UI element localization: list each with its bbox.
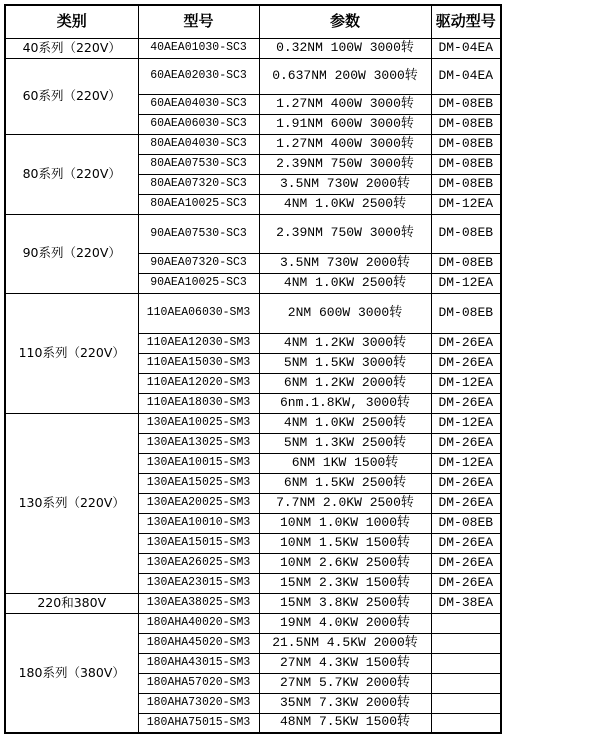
driver-cell: DM-26EA	[431, 573, 501, 593]
driver-cell	[431, 693, 501, 713]
header-category: 类别	[5, 5, 138, 38]
params-cell: 4NM 1.0KW 2500转	[259, 194, 431, 214]
header-row	[5, 5, 501, 38]
header-model: 型号	[138, 5, 259, 38]
params-cell: 4NM 1.2KW 3000转	[259, 333, 431, 353]
category-cell: 220和380V	[5, 593, 138, 613]
driver-cell: DM-08EB	[431, 513, 501, 533]
header-params: 参数	[259, 5, 431, 38]
model-cell: 180AHA73020-SM3	[138, 693, 259, 713]
table-row	[5, 593, 501, 613]
table-body	[5, 38, 501, 733]
model-cell: 110AEA18030-SM3	[138, 393, 259, 413]
driver-cell: DM-08EB	[431, 253, 501, 273]
model-cell: 110AEA12030-SM3	[138, 333, 259, 353]
params-cell: 48NM 7.5KW 1500转	[259, 713, 431, 733]
driver-cell: DM-26EA	[431, 533, 501, 553]
params-cell: 35NM 7.3KW 2000转	[259, 693, 431, 713]
model-cell: 130AEA13025-SM3	[138, 433, 259, 453]
params-cell: 15NM 3.8KW 2500转	[259, 593, 431, 613]
driver-cell: DM-38EA	[431, 593, 501, 613]
params-cell: 6NM 1.2KW 2000转	[259, 373, 431, 393]
params-cell: 6NM 1KW 1500转	[259, 453, 431, 473]
model-cell: 90AEA10025-SC3	[138, 273, 259, 293]
model-cell: 60AEA02030-SC3	[138, 58, 259, 94]
driver-cell	[431, 613, 501, 633]
model-cell: 60AEA04030-SC3	[138, 94, 259, 114]
model-cell: 180AHA57020-SM3	[138, 673, 259, 693]
params-cell: 2.39NM 750W 3000转	[259, 154, 431, 174]
params-cell: 5NM 1.3KW 2500转	[259, 433, 431, 453]
driver-cell: DM-26EA	[431, 393, 501, 413]
table-row	[5, 58, 501, 94]
spec-table	[4, 4, 502, 734]
params-cell: 27NM 4.3KW 1500转	[259, 653, 431, 673]
model-cell: 130AEA23015-SM3	[138, 573, 259, 593]
driver-cell: DM-04EA	[431, 58, 501, 94]
model-cell: 110AEA15030-SM3	[138, 353, 259, 373]
model-cell: 130AEA15025-SM3	[138, 473, 259, 493]
driver-cell: DM-08EB	[431, 293, 501, 333]
driver-cell: DM-08EB	[431, 94, 501, 114]
model-cell: 90AEA07530-SC3	[138, 214, 259, 253]
model-cell: 60AEA06030-SC3	[138, 114, 259, 134]
params-cell: 27NM 5.7KW 2000转	[259, 673, 431, 693]
driver-cell	[431, 673, 501, 693]
model-cell: 80AEA10025-SC3	[138, 194, 259, 214]
params-cell: 2NM 600W 3000转	[259, 293, 431, 333]
driver-cell: DM-26EA	[431, 333, 501, 353]
model-cell: 130AEA20025-SM3	[138, 493, 259, 513]
category-cell: 60系列（220V）	[5, 58, 138, 134]
params-cell: 4NM 1.0KW 2500转	[259, 273, 431, 293]
driver-cell	[431, 633, 501, 653]
params-cell: 7.7NM 2.0KW 2500转	[259, 493, 431, 513]
header-driver: 驱动型号	[431, 5, 501, 38]
params-cell: 1.27NM 400W 3000转	[259, 94, 431, 114]
model-cell: 80AEA04030-SC3	[138, 134, 259, 154]
table-row	[5, 134, 501, 154]
model-cell: 110AEA06030-SM3	[138, 293, 259, 333]
model-cell: 180AHA45020-SM3	[138, 633, 259, 653]
driver-cell: DM-26EA	[431, 473, 501, 493]
driver-cell: DM-26EA	[431, 353, 501, 373]
category-cell: 180系列（380V）	[5, 613, 138, 733]
model-cell: 180AHA75015-SM3	[138, 713, 259, 733]
params-cell: 2.39NM 750W 3000转	[259, 214, 431, 253]
model-cell: 180AHA40020-SM3	[138, 613, 259, 633]
table-row	[5, 38, 501, 58]
params-cell: 0.637NM 200W 3000转	[259, 58, 431, 94]
params-cell: 10NM 1.0KW 1000转	[259, 513, 431, 533]
driver-cell: DM-08EB	[431, 114, 501, 134]
params-cell: 5NM 1.5KW 3000转	[259, 353, 431, 373]
category-cell: 110系列（220V）	[5, 293, 138, 413]
params-cell: 4NM 1.0KW 2500转	[259, 413, 431, 433]
driver-cell: DM-12EA	[431, 273, 501, 293]
table-row	[5, 293, 501, 333]
params-cell: 19NM 4.0KW 2000转	[259, 613, 431, 633]
table-row	[5, 413, 501, 433]
category-cell: 80系列（220V）	[5, 134, 138, 214]
model-cell: 130AEA10025-SM3	[138, 413, 259, 433]
driver-cell	[431, 713, 501, 733]
model-cell: 130AEA10010-SM3	[138, 513, 259, 533]
model-cell: 130AEA15015-SM3	[138, 533, 259, 553]
params-cell: 3.5NM 730W 2000转	[259, 253, 431, 273]
driver-cell: DM-08EB	[431, 214, 501, 253]
table-header	[5, 5, 501, 38]
model-cell: 130AEA10015-SM3	[138, 453, 259, 473]
params-cell: 10NM 2.6KW 2500转	[259, 553, 431, 573]
model-cell: 80AEA07530-SC3	[138, 154, 259, 174]
driver-cell	[431, 653, 501, 673]
driver-cell: DM-26EA	[431, 493, 501, 513]
params-cell: 6nm.1.8KW, 3000转	[259, 393, 431, 413]
table-row	[5, 214, 501, 253]
model-cell: 90AEA07320-SC3	[138, 253, 259, 273]
spec-sheet	[4, 4, 502, 734]
params-cell: 15NM 2.3KW 1500转	[259, 573, 431, 593]
driver-cell: DM-12EA	[431, 453, 501, 473]
driver-cell: DM-08EB	[431, 174, 501, 194]
params-cell: 1.91NM 600W 3000转	[259, 114, 431, 134]
model-cell: 180AHA43015-SM3	[138, 653, 259, 673]
model-cell: 80AEA07320-SC3	[138, 174, 259, 194]
table-row	[5, 613, 501, 633]
params-cell: 3.5NM 730W 2000转	[259, 174, 431, 194]
params-cell: 6NM 1.5KW 2500转	[259, 473, 431, 493]
params-cell: 0.32NM 100W 3000转	[259, 38, 431, 58]
category-cell: 130系列（220V）	[5, 413, 138, 593]
model-cell: 130AEA26025-SM3	[138, 553, 259, 573]
driver-cell: DM-12EA	[431, 194, 501, 214]
params-cell: 1.27NM 400W 3000转	[259, 134, 431, 154]
driver-cell: DM-26EA	[431, 553, 501, 573]
driver-cell: DM-08EB	[431, 134, 501, 154]
driver-cell: DM-08EB	[431, 154, 501, 174]
driver-cell: DM-12EA	[431, 413, 501, 433]
category-cell: 90系列（220V）	[5, 214, 138, 293]
driver-cell: DM-04EA	[431, 38, 501, 58]
driver-cell: DM-26EA	[431, 433, 501, 453]
params-cell: 21.5NM 4.5KW 2000转	[259, 633, 431, 653]
model-cell: 110AEA12020-SM3	[138, 373, 259, 393]
model-cell: 40AEA01030-SC3	[138, 38, 259, 58]
model-cell: 130AEA38025-SM3	[138, 593, 259, 613]
category-cell: 40系列（220V）	[5, 38, 138, 58]
driver-cell: DM-12EA	[431, 373, 501, 393]
params-cell: 10NM 1.5KW 1500转	[259, 533, 431, 553]
